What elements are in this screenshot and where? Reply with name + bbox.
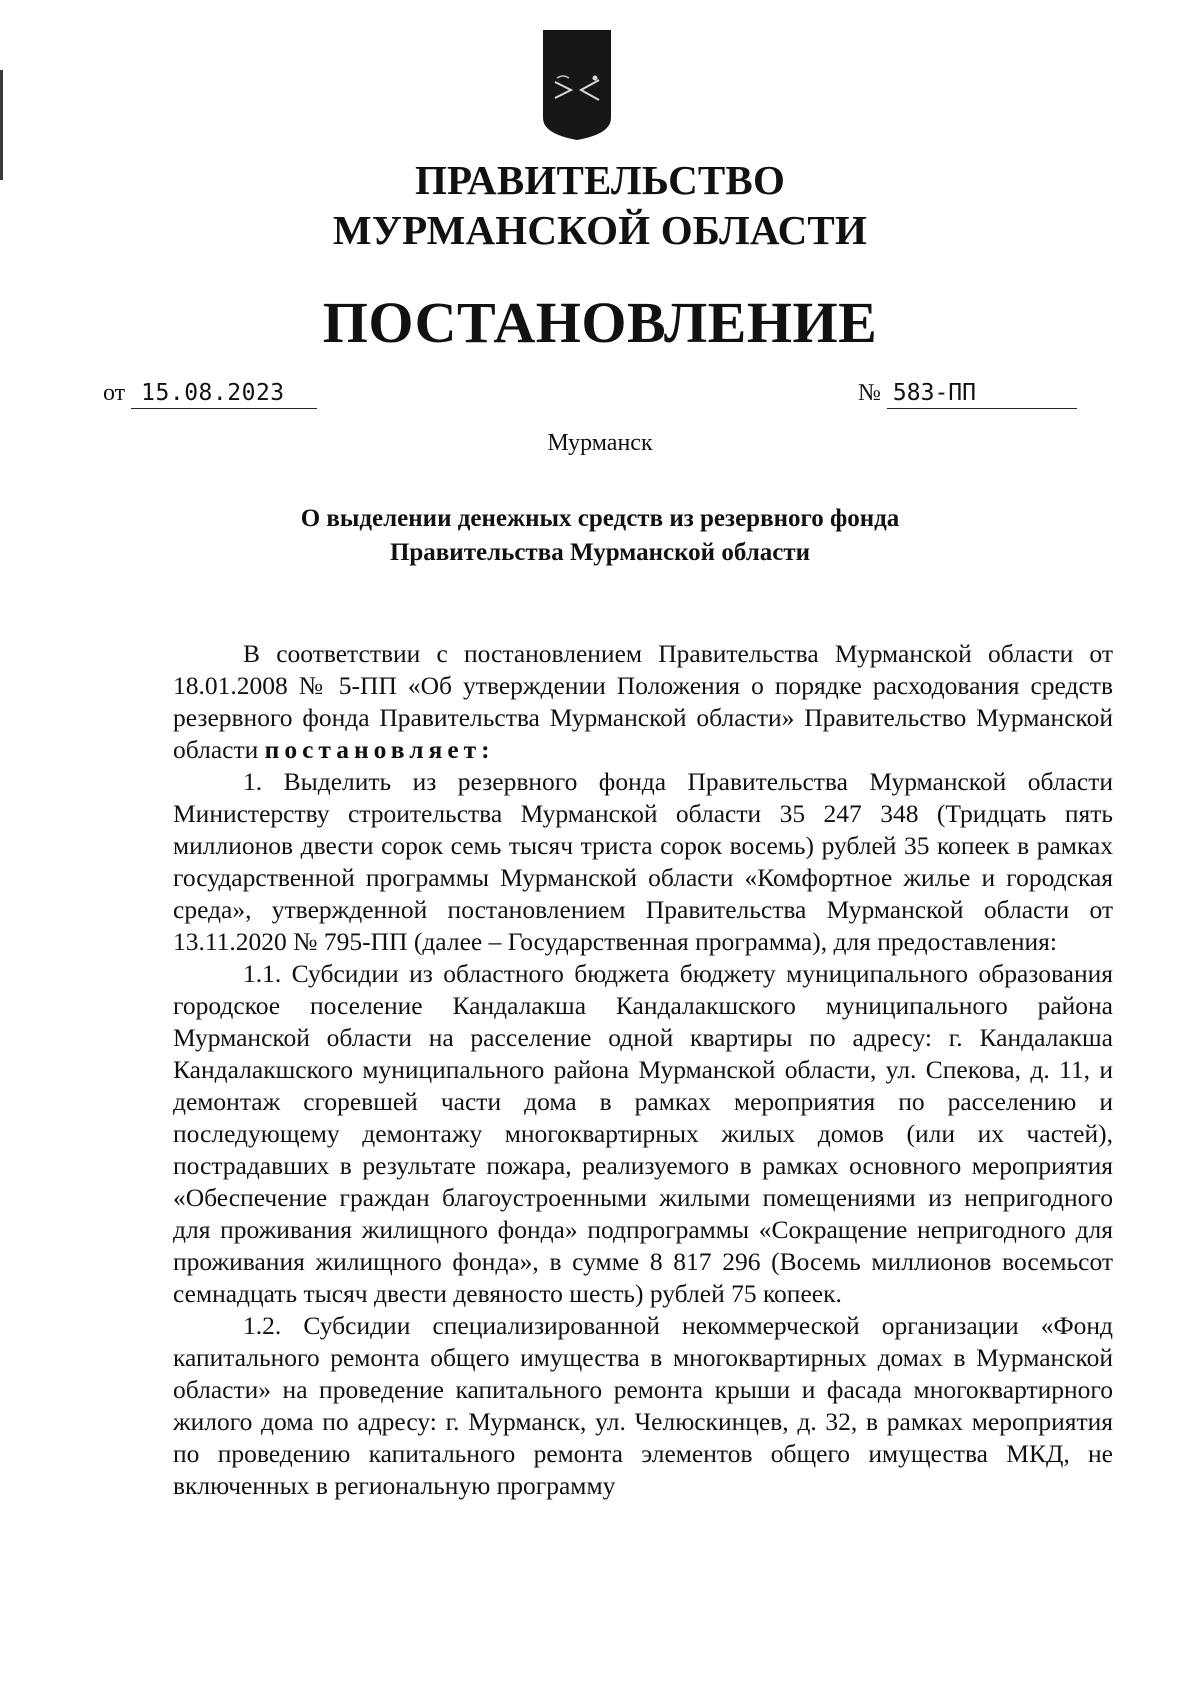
document-number [858, 378, 1077, 409]
number-prefix: № [858, 380, 881, 406]
document-date [103, 378, 317, 409]
number-value: 583-ПП [887, 378, 1077, 409]
subject-line1: О выделении денежных средств из резервного фонда [300, 505, 900, 532]
paragraph-preamble [173, 638, 1113, 766]
paragraph-1-1: 1.1. Субсидии из областного бюджета бюджету муниципального образования городское поселение Кандалакша Кандалакшского муниципального района Мурманской области на расселение одной квартиры по адресу: г. Кандалакша Кандалакшского муниципального района Мурманской области, ул. Спекова, д. 11, и демонтаж сгоревшей части дома в рамках мероприятия по расселению и последующему демонтажу многоквартирных жилых домов (или их частей), пострадавших в результате пожара, реализуемого в рамках основного мероприятия «Обеспечение граждан благоустроенными жилыми помещениями из непригодного для проживания жилищного фонда» подпрограммы «Сокращение непригодного для проживания жилищного фонда», в сумме 8 817 296 (Восемь миллионов восемьсот семнадцать тысяч двести девяносто шесть) рублей 75 копеек. [173, 959, 1113, 1308]
coat-of-arms-icon [543, 30, 611, 140]
paragraph-1-2: 1.2. Субсидии специализированной некоммерческой организации «Фонд капитального ремонта общего имущества в многоквартирных домах в Мурманской области» на проведение капитального ремонта крыши и фасада многоквартирного жилого дома по адресу: г. Мурманск, ул. Челюскинцев, д. 32, в рамках мероприятия по проведению капитального ремонта элементов общего имущества МКД, не включенных в региональную программу [173, 1311, 1113, 1500]
paragraph-1: 1. Выделить из резервного фонда Правительства Мурманской области Министерству строительства Мурманской области 35 247 348 (Тридцать пять миллионов двести сорок семь тысяч триста сорок восемь) рублей 35 копеек в рамках государственной программы Мурманской области «Комфортное жилье и городская среда», утвержденной постановлением Правительства Мурманской области от 13.11.2020 № 795-ПП (далее – Государственная программа), для предоставления: [173, 767, 1113, 956]
date-prefix: от [103, 380, 126, 406]
document-subject [0, 502, 1200, 570]
government-title-line1: ПРАВИТЕЛЬСТВО [414, 157, 786, 203]
document-body [173, 638, 1113, 1502]
subject-line2: Правительства Мурманской области [389, 539, 811, 566]
government-title-line2: МУРМАНСКОЙ ОБЛАСТИ [332, 207, 868, 253]
city: Мурманск [547, 430, 653, 456]
document-type: ПОСТАНОВЛЕНИЕ [322, 290, 878, 355]
resolves-word: постановляет: [264, 735, 495, 764]
government-title [0, 155, 1200, 255]
preamble-text: В соответствии с постановлением Правительства Мурманской области от 18.01.2008 № 5-ПП «Об утверждении Положения о порядке расходования средств резервного фонда Правительства Мурманской области» Правительство Мурманской области [173, 639, 1113, 764]
date-value: 15.08.2023 [131, 378, 317, 409]
